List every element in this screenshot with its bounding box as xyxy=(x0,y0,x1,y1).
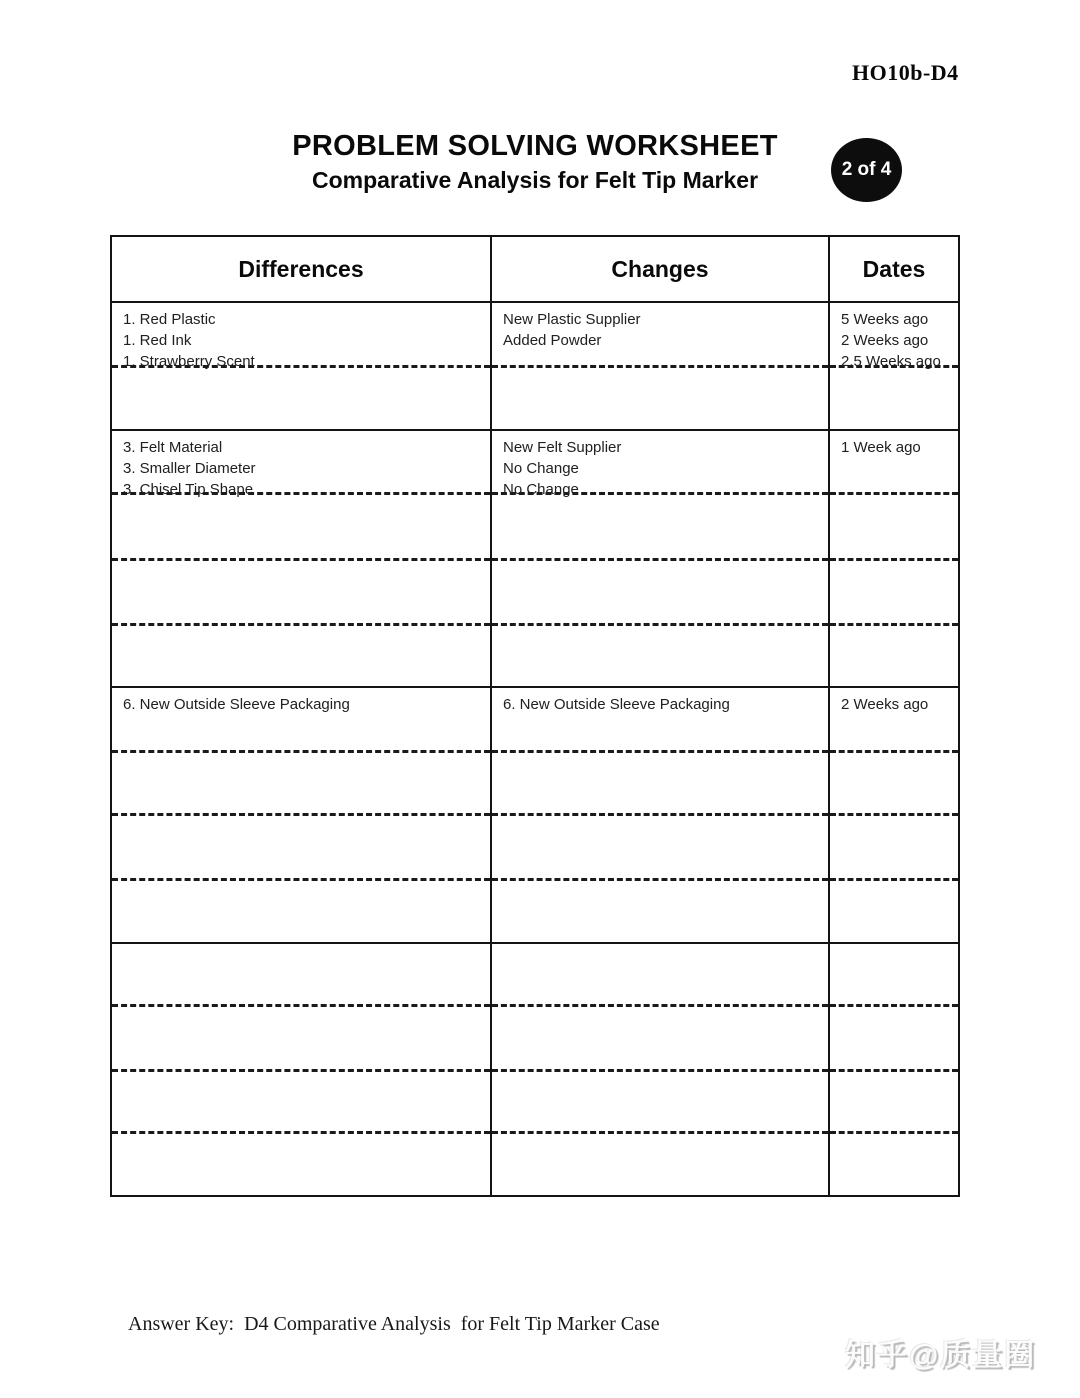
cell-entry-area xyxy=(830,753,958,816)
cell-entry-area xyxy=(830,1134,958,1195)
cell-entry-area xyxy=(112,1007,490,1072)
cell-dates xyxy=(830,944,958,1195)
column-header-changes: Changes xyxy=(492,237,830,301)
column-header-dates: Dates xyxy=(862,255,926,282)
cell-entry-area xyxy=(830,1072,958,1134)
cell-entry-area xyxy=(112,944,490,1007)
cell-changes xyxy=(492,303,830,431)
cell-entry-area xyxy=(492,1134,828,1195)
cell-line: 1 Week ago xyxy=(841,439,921,456)
cell-line: 1. Red Ink xyxy=(123,332,192,349)
comparative-analysis-table xyxy=(110,235,960,1197)
cell-line: 1. Strawberry Scent xyxy=(123,353,255,370)
answer-key-footer: Answer Key: D4 Comparative Analysis for Felt Tip Marker Case xyxy=(128,1313,660,1335)
cell-line: 1. Red Plastic xyxy=(123,311,216,328)
cell-entry-area xyxy=(112,561,490,626)
table-row xyxy=(112,688,958,944)
cell-entry-area xyxy=(492,816,828,881)
cell-entry-area xyxy=(112,816,490,881)
cell-entry-area xyxy=(830,495,958,561)
cell-entry-area xyxy=(112,368,490,431)
cell-line: 6. New Outside Sleeve Packaging xyxy=(123,696,350,713)
cell-entry-area xyxy=(112,753,490,816)
cell-dates xyxy=(830,303,958,431)
cell-entry-area xyxy=(492,1072,828,1134)
cell-line: New Felt Supplier xyxy=(503,439,622,456)
cell-entry-area xyxy=(830,303,958,368)
table-row xyxy=(112,944,958,1195)
cell-entry-area xyxy=(830,368,958,431)
cell-entry-area xyxy=(830,816,958,881)
cell-entry-area xyxy=(112,431,490,498)
cell-line: No Change xyxy=(503,481,579,498)
cell-entry-area xyxy=(112,1134,490,1195)
cell-dates xyxy=(830,688,958,944)
cell-entry-area xyxy=(492,753,828,816)
cell-line: 5 Weeks ago xyxy=(841,311,929,328)
cell-line: 2.5 Weeks ago xyxy=(841,353,941,370)
cell-entry-area xyxy=(112,495,490,561)
cell-entry-area xyxy=(830,626,958,688)
cell-entry-area xyxy=(492,561,828,626)
cell-entry-area xyxy=(830,431,958,495)
cell-entry-area xyxy=(492,688,828,753)
cell-line: 3. Felt Material xyxy=(123,439,223,456)
cell-entry-area xyxy=(112,688,490,753)
cell-differences xyxy=(112,944,492,1195)
cell-entry-area xyxy=(492,495,828,561)
cell-line: 2 Weeks ago xyxy=(841,696,929,713)
cell-line: New Plastic Supplier xyxy=(503,311,641,328)
table-row xyxy=(112,431,958,688)
cell-changes xyxy=(492,431,830,688)
cell-line: 3. Smaller Diameter xyxy=(123,460,256,477)
cell-entry-area xyxy=(830,688,958,753)
table-row xyxy=(112,303,958,431)
cell-entry-area xyxy=(492,944,828,1007)
page-subtitle: Comparative Analysis for Felt Tip Marker xyxy=(311,167,759,193)
cell-differences xyxy=(112,431,492,688)
cell-line: 3. Chisel Tip Shape xyxy=(123,481,254,498)
cell-entry-area xyxy=(492,626,828,688)
cell-entry-area xyxy=(492,303,828,368)
cell-differences xyxy=(112,688,492,944)
cell-entry-area xyxy=(492,368,828,431)
cell-changes xyxy=(492,944,830,1195)
cell-entry-area xyxy=(112,1072,490,1134)
cell-line: 2 Weeks ago xyxy=(841,332,929,349)
cell-entry-area xyxy=(492,431,828,498)
cell-line: Added Powder xyxy=(503,332,602,349)
cell-differences xyxy=(112,303,492,431)
column-header-differences: Differences xyxy=(112,237,492,301)
cell-entry-area xyxy=(830,561,958,626)
cell-entry-area xyxy=(492,1007,828,1072)
cell-entry-area xyxy=(112,881,490,944)
page-number-badge: 2 of 4 xyxy=(831,138,902,202)
cell-entry-area xyxy=(830,1007,958,1072)
cell-entry-area xyxy=(492,881,828,944)
page-title: PROBLEM SOLVING WORKSHEET xyxy=(292,130,778,162)
cell-entry-area xyxy=(112,626,490,688)
cell-entry-area xyxy=(830,944,958,1007)
cell-dates xyxy=(830,431,958,688)
cell-entry-area xyxy=(112,303,490,368)
cell-changes xyxy=(492,688,830,944)
doc-code: HO10b-D4 xyxy=(852,60,959,85)
cell-line: No Change xyxy=(503,460,579,477)
watermark-text: 知乎@质量圈 xyxy=(845,1339,1037,1372)
cell-entry-area xyxy=(830,881,958,944)
table-header-row xyxy=(112,237,958,303)
cell-line: 6. New Outside Sleeve Packaging xyxy=(503,696,730,713)
